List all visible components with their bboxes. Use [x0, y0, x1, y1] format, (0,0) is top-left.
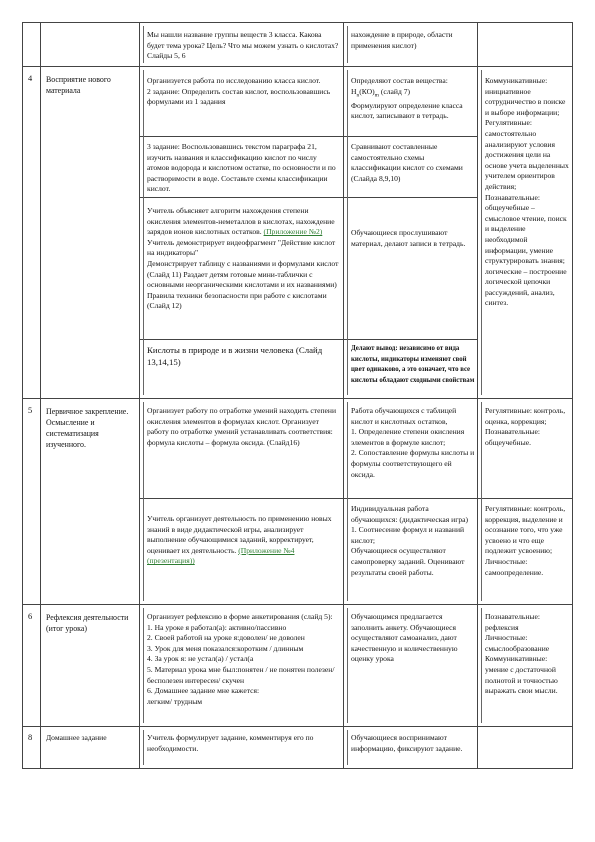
inner-frame-r6-c [481, 608, 482, 723]
col-sep-1 [40, 22, 41, 768]
appendix-4-link[interactable]: (Приложение №4 (презентация)) [147, 545, 295, 566]
inner-frame-r4-c [481, 70, 482, 395]
r5-teacher-block-1: Организует работу по отработке умений находить степени окисления элементов в формулах кислот. Организует работу по отработке умений устанавливать соответствия: формула кислоты – формула оксида. (Слайд16) [147, 406, 337, 447]
col-sep-2 [139, 22, 140, 768]
r4-s1-sub-n: n [356, 92, 360, 99]
inner-frame-r4-a [143, 70, 144, 395]
r4-number: 4 [28, 74, 33, 83]
r4-student-block-3: Обучающиеся прослушивают материал, делают записи в тетрадь. [351, 228, 466, 248]
r4-s1-text-b: (КО) [359, 86, 375, 96]
r4-teacher-block-2: 3 задание: Воспользовавшись текстом параграфа 21, изучить названия и классификацию кислот по числу атомов водорода и кислотном остатке, по основности и по растворимости в воде. Составьте схемы классификации кислот. [147, 142, 336, 194]
subrow-sep-5a [139, 498, 573, 499]
r8-teacher-block: Учитель формулирует задание, комментируя его по необходимости. [147, 733, 314, 753]
inner-frame-r8-a [143, 730, 144, 765]
inner-frame-r0-a [143, 26, 144, 63]
inner-frame-r5-c [481, 402, 482, 601]
r4-b3-text: Учитель объясняет алгоритм нахождения степени окисления элементов-неметаллов в кислотах, нахождение зарядов ионов кислотных остатков. [147, 206, 335, 237]
r4-s1-text-c: (слайд 7) Формулируют определение класса кислот, записывают в тетрадь. [351, 86, 463, 121]
r4-s1-text-a: Определяют состав вещества: Н [351, 76, 448, 96]
r6-uud: Познавательные: рефлексия Личностные: смыслообразование Коммуникативные: умение с достаточной полнотой и точностью выражать свои мысли. [485, 612, 558, 696]
r8-number: 8 [28, 733, 33, 742]
r4-student-block-2: Сравнивают составленные самостоятельно схемы классификации кислот со схемами (Слайда 8,9,10) [351, 142, 463, 183]
row-sep-6 [22, 604, 573, 605]
table-border-right [572, 22, 573, 768]
r4-student-block-4: Делают вывод: независимо от вида кислоты, индикаторы изменяют свой цвет одинаково, а это означает, что все кислоты обладают сходными свойствам [351, 345, 475, 384]
r4-teacher-block-4: Кислоты в природе и в жизни человека (Слайд 13,14,15) [147, 345, 323, 367]
subrow-sep-4a [139, 136, 478, 137]
r4-s1-sub-m: m [374, 92, 379, 99]
r6-student-block: Обучающимся предлагается заполнить анкету. Обучающиеся осуществляют самоанализ, дают качественную и количественную оценку урока [351, 612, 458, 664]
inner-frame-r6-a [143, 608, 144, 723]
subrow-sep-4b [139, 197, 478, 198]
row-sep-8 [22, 726, 573, 727]
r5-student-block-1: Работа обучающихся с таблицей кислот и кислотных остатков, 1. Определение степени окисления элементов в формуле кислот; 2. Сопоставление формулы кислоты и формулы соответствующего ей оксида. [351, 406, 475, 479]
r4-b3-text-post: Учитель демонстрирует видеофрагмент "Действие кислот на индикаторы" Демонстрирует таблицу с названиями и формулами кислот (Слайд 11) Раздает детям готовые мини-таблички с основными неорганическими кислотами и их названиями) Правила техники безопасности при работе с кислотами (Слайд 12) [147, 237, 339, 311]
inner-frame-r4-b [347, 70, 348, 395]
r5-uud-2: Регулятивные: контроль, коррекция, выделение и осознание того, что уже усвоено и что еще подлежит усвоению; Личностные: самоопределение. [485, 504, 566, 577]
r0-teacher-activity: Мы нашли название группы веществ 3 класса. Какова будет тема урока? Цель? Что мы можем узнать о кислотах? Слайды 5, 6 [147, 30, 339, 61]
row-sep-top [22, 22, 573, 23]
col-sep-3 [343, 22, 344, 768]
r5-uud-1: Регулятивные: контроль, оценка, коррекция; Познавательные: общеучебные. [485, 406, 566, 447]
r5-teacher-block-2 [147, 514, 339, 567]
r6-teacher-block: Организует рефлексию в форме анкетирования (слайд 5): 1. На уроке я работал(а): активно/пассивно 2. Своей работой на уроке я:доволен/ не доволен 3. Урок для меня показался:коротким / длинным 4. За урок я: не устал(а) / устал(а 5. Материал урока мне был:понятен / не понятен полезен/ бесполезен интересен/ скучен 6. Домашнее задание мне кажется: легким/ трудным [147, 612, 335, 706]
r6-number: 6 [28, 612, 33, 621]
r8-stage: Домашнее задание [46, 733, 107, 742]
table-border-left [22, 22, 23, 768]
r0-student-activity: нахождение в природе, области применения кислот) [351, 30, 453, 50]
subrow-sep-4c [139, 339, 478, 340]
inner-frame-r8-b [347, 730, 348, 765]
r5-student-block-2: Индивидуальная работа обучающихся: (дидактическая игра) 1. Соотнесение формул и названий кислот; Обучающиеся осуществляют самопроверку заданий. Оценивают результаты своей работы. [351, 504, 469, 577]
inner-frame-r5-b [347, 402, 348, 601]
inner-frame-r0-b [347, 26, 348, 63]
r4-uud: Коммуникативные: инициативное сотрудничество в поиске и выборе информации; Регулятивные: самостоятельно анализируют условия достижения цели на основе учета выделенных учителем ориентиров действия; Познавательные: общеучебные – смысловое чтение, поиск и выделение необходимой информации, умение структурировать знания; логические – построение логической цепочки рассуждений, анализ, синтез. [485, 76, 569, 308]
appendix-2-link[interactable]: (Приложение №2) [263, 227, 323, 237]
r4-stage: Восприятие нового материала [46, 75, 111, 95]
row-sep-4 [22, 66, 573, 67]
inner-frame-r5-a [143, 402, 144, 601]
r5-number: 5 [28, 406, 33, 415]
r4-teacher-block-3 [147, 206, 339, 312]
r4-student-block-1 [351, 76, 473, 122]
r4-teacher-block-1: Организуется работа по исследованию класса кислот. 2 задание: Определить состав кислот, воспользовавшись формулами из 1 задания [147, 76, 331, 107]
inner-frame-r6-b [347, 608, 348, 723]
r5-b2-text: Учитель организует деятельность по применению новых знаний в виде дидактической игры, анализирует выполнение обучающимися заданий, корректирует, оценивает их деятельность. [147, 514, 332, 555]
row-sep-5 [22, 398, 573, 399]
r8-student-block: Обучающиеся воспринимают информацию, фиксируют задание. [351, 733, 463, 753]
col-sep-4 [477, 22, 478, 768]
r6-stage: Рефлексия деятельности (итог урока) [46, 613, 129, 633]
row-sep-bottom [22, 768, 573, 769]
r5-stage: Первичное закрепление. Осмысление и систематизация изученного. [46, 407, 129, 449]
